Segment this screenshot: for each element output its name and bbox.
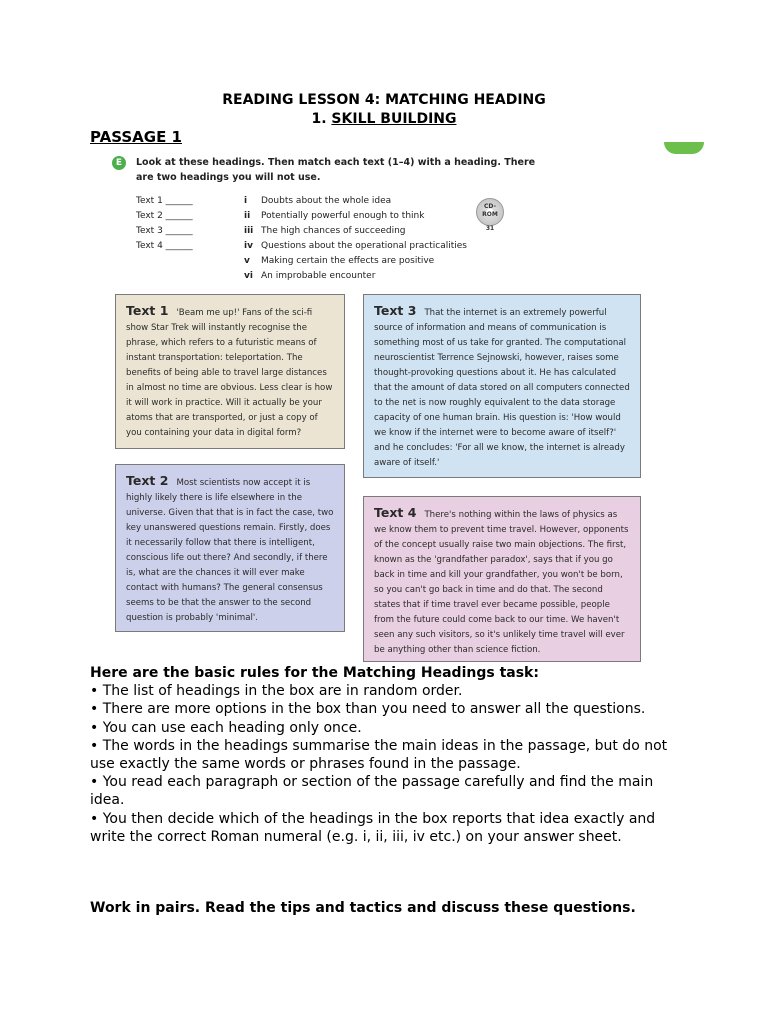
- section-title: SKILL BUILDING: [331, 111, 457, 127]
- card-body: There's nothing within the laws of physics as we know them to prevent time travel. However, opponents of the concept usually raise two main objections. The first, known as the 'grandfather paradox', says that if you go back in time and kill your grandfather, you won't be born, so you can't go back in time and do that. The second states that if time travel ever became possible, people from the future could come back to our time. We haven't seen any such visitors, so it's unlikely time travel will ever be anything other than science fiction.: [374, 510, 629, 655]
- card-title: Text 3: [374, 303, 417, 318]
- text-answer-line: Text 2 ______: [136, 211, 193, 221]
- rule-item: • The list of headings in the box are in random order.: [90, 683, 463, 700]
- textbook-image: [90, 146, 708, 662]
- decorative-tab: [664, 142, 704, 154]
- text-answer-line: Text 3 ______: [136, 226, 193, 236]
- rule-item: • You can use each heading only once.: [90, 719, 362, 736]
- text3-card: [363, 294, 641, 478]
- heading-option: iv Questions about the operational practicalities: [244, 241, 467, 251]
- text1-card: [115, 294, 345, 449]
- cd-rom-icon: CD-ROM 31: [476, 198, 504, 226]
- pair-work-instruction: Work in pairs. Read the tips and tactics and discuss these questions.: [90, 900, 636, 916]
- card-title: Text 4: [374, 505, 417, 520]
- rule-item: • You then decide which of the headings in the box reports that idea exactly and write the correct Roman numeral (e.g. i, ii, iii, iv etc.) on your answer sheet.: [90, 810, 656, 845]
- heading-option: i Doubts about the whole idea: [244, 196, 392, 206]
- text-answer-line: Text 4 ______: [136, 241, 193, 251]
- lesson-title: READING LESSON 4: MATCHING HEADING: [222, 92, 546, 108]
- text2-card: [115, 464, 345, 632]
- heading-option: v Making certain the effects are positive: [244, 256, 435, 266]
- card-title: Text 2: [126, 473, 169, 488]
- rule-item: • You read each paragraph or section of the passage carefully and find the main idea.: [90, 774, 654, 809]
- rules-heading: Here are the basic rules for the Matching Headings task:: [90, 665, 539, 681]
- exercise-instruction: Look at these headings. Then match each text (1–4) with a heading. There are two headings you will not use.: [136, 157, 536, 183]
- section-number: 1.: [311, 111, 327, 127]
- card-body: 'Beam me up!' Fans of the sci-fi show Star Trek will instantly recognise the phrase, which refers to a futuristic means of instant transportation: teleportation. The benefits of being able to travel large distances in almost no time are obvious. Less clear is how it will work in practice. Will it actually be your atoms that are transported, or just a copy of you containing your data in digital form?: [126, 308, 333, 438]
- headings-list: [244, 194, 467, 284]
- heading-option: ii Potentially powerful enough to think: [244, 211, 425, 221]
- card-body: That the internet is an extremely powerful source of information and means of communication is something most of us take for granted. The computational neuroscientist Terrence Sejnowski, however, raises some thought-provoking questions about it. He has calculated that the amount of data stored on all computers connected to the net is now roughly equivalent to the data storage capacity of one human brain. His question is: 'How would we know if the internet were to become aware of itself?' and he concludes: 'For all we know, the internet is already aware of itself.': [374, 308, 630, 468]
- rules-section: [90, 664, 690, 846]
- text-answer-list: [136, 194, 193, 254]
- passage-heading: PASSAGE 1: [90, 128, 182, 146]
- text4-card: [363, 496, 641, 662]
- text-answer-line: Text 1 ______: [136, 196, 193, 206]
- heading-option: vi An improbable encounter: [244, 271, 376, 281]
- card-body: Most scientists now accept it is highly likely there is life elsewhere in the universe. Given that that is in fact the case, two key unanswered questions remain. Firstly, does it necessarily follow that there is intelligent, conscious life out there? And secondly, if there is, what are the chances it will ever make contact with humans? The general consensus seems to be that the answer to the second question is probably 'minimal'.: [126, 478, 334, 623]
- exercise-badge: E: [112, 156, 126, 170]
- section-subtitle: [0, 111, 768, 127]
- rule-item: • There are more options in the box than you need to answer all the questions.: [90, 701, 646, 718]
- card-title: Text 1: [126, 303, 169, 318]
- rule-item: • The words in the headings summarise the main ideas in the passage, but do not use exactly the same words or phrases found in the passage.: [90, 737, 668, 773]
- heading-option: iii The high chances of succeeding: [244, 226, 406, 236]
